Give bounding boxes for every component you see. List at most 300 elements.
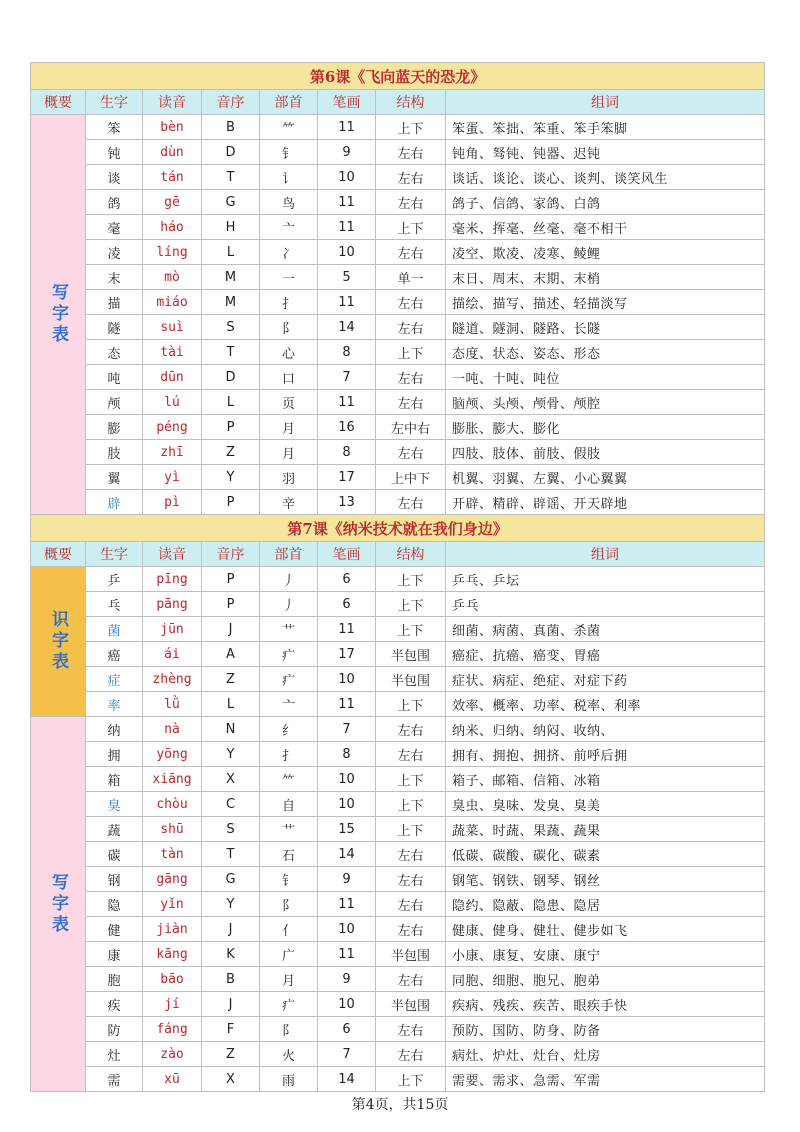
radical: 疒 [260,667,318,692]
stroke-count: 7 [318,1042,376,1067]
word-examples: 乒乓 [446,592,765,617]
radical: 扌 [260,290,318,315]
initial-letter: D [202,140,260,165]
initial-letter: J [202,617,260,642]
stroke-count: 8 [318,340,376,365]
column-header: 读音 [143,542,202,567]
character: 乒 [86,567,143,592]
table-row [31,867,765,892]
vocabulary-table [30,62,765,1092]
stroke-count: 9 [318,867,376,892]
radical: 疒 [260,992,318,1017]
pinyin: mò [143,265,202,290]
initial-letter: Z [202,1042,260,1067]
stroke-count: 10 [318,165,376,190]
radical: 丿 [260,567,318,592]
header-row [31,90,765,115]
table-row [31,315,765,340]
structure: 上下 [376,817,446,842]
radical: 扌 [260,742,318,767]
pinyin: suì [143,315,202,340]
stroke-count: 8 [318,440,376,465]
word-examples: 臭虫、臭味、发臭、臭美 [446,792,765,817]
word-examples: 预防、国防、防身、防备 [446,1017,765,1042]
structure: 上下 [376,692,446,717]
pinyin: gē [143,190,202,215]
initial-letter: S [202,315,260,340]
column-header: 部首 [260,542,318,567]
table-row [31,767,765,792]
word-examples: 箱子、邮箱、信箱、冰箱 [446,767,765,792]
stroke-count: 11 [318,692,376,717]
radical: 羽 [260,465,318,490]
stroke-count: 11 [318,190,376,215]
word-examples: 需要、需求、急需、军需 [446,1067,765,1092]
stroke-count: 17 [318,465,376,490]
pinyin: shū [143,817,202,842]
character: 凌 [86,240,143,265]
table-row [31,115,765,140]
table-row [31,390,765,415]
pinyin: zhī [143,440,202,465]
character: 灶 [86,1042,143,1067]
structure: 左右 [376,892,446,917]
stroke-count: 7 [318,717,376,742]
character: 谈 [86,165,143,190]
word-examples: 乒乓、乒坛 [446,567,765,592]
word-examples: 效率、概率、功率、税率、利率 [446,692,765,717]
word-examples: 隐约、隐蔽、隐患、隐居 [446,892,765,917]
table-row [31,642,765,667]
structure: 上下 [376,340,446,365]
initial-letter: P [202,415,260,440]
word-examples: 病灶、炉灶、灶台、灶房 [446,1042,765,1067]
header-row [31,542,765,567]
radical: 辛 [260,490,318,515]
radical: 钅 [260,867,318,892]
stroke-count: 11 [318,617,376,642]
word-examples: 机翼、羽翼、左翼、小心翼翼 [446,465,765,490]
stroke-count: 6 [318,567,376,592]
initial-letter: X [202,767,260,792]
radical: 阝 [260,892,318,917]
group-label [31,567,86,717]
group-label-text: 写字表 [48,283,68,346]
stroke-count: 11 [318,290,376,315]
character: 毫 [86,215,143,240]
structure: 左右 [376,140,446,165]
radical: 广 [260,942,318,967]
column-header: 组词 [446,90,765,115]
stroke-count: 7 [318,365,376,390]
stroke-count: 10 [318,240,376,265]
column-header: 笔画 [318,542,376,567]
character: 膨 [86,415,143,440]
initial-letter: L [202,240,260,265]
character: 纳 [86,717,143,742]
radical: 阝 [260,1017,318,1042]
structure: 左右 [376,917,446,942]
pinyin: bāo [143,967,202,992]
word-examples: 描绘、描写、描述、轻描淡写 [446,290,765,315]
stroke-count: 10 [318,992,376,1017]
stroke-count: 11 [318,215,376,240]
word-examples: 末日、周末、末期、末梢 [446,265,765,290]
structure: 左右 [376,240,446,265]
pinyin: kāng [143,942,202,967]
table-row [31,917,765,942]
lesson-title: 第6课《飞向蓝天的恐龙》 [31,63,765,90]
word-examples: 一吨、十吨、吨位 [446,365,765,390]
table-row [31,240,765,265]
stroke-count: 10 [318,767,376,792]
structure: 左右 [376,440,446,465]
character: 需 [86,1067,143,1092]
character: 碳 [86,842,143,867]
pinyin: pāng [143,592,202,617]
pinyin: háo [143,215,202,240]
character: 拥 [86,742,143,767]
stroke-count: 11 [318,942,376,967]
character: 末 [86,265,143,290]
radical: 鸟 [260,190,318,215]
column-header: 生字 [86,542,143,567]
structure: 半包围 [376,942,446,967]
initial-letter: P [202,490,260,515]
table-row [31,967,765,992]
pinyin: pì [143,490,202,515]
initial-letter: M [202,290,260,315]
character: 菌 [86,617,143,642]
structure: 左右 [376,315,446,340]
word-examples: 开辟、精辟、辟谣、开天辟地 [446,490,765,515]
pinyin: chòu [143,792,202,817]
table-row [31,1017,765,1042]
table-row [31,592,765,617]
structure: 上下 [376,215,446,240]
column-header: 概要 [31,90,86,115]
structure: 左右 [376,290,446,315]
initial-letter: C [202,792,260,817]
radical: 一 [260,265,318,290]
initial-letter: S [202,817,260,842]
character: 肢 [86,440,143,465]
table-row [31,717,765,742]
structure: 左右 [376,390,446,415]
column-header: 概要 [31,542,86,567]
pinyin: líng [143,240,202,265]
initial-letter: H [202,215,260,240]
pinyin: pīng [143,567,202,592]
table-row [31,817,765,842]
structure: 上下 [376,767,446,792]
character: 鸽 [86,190,143,215]
radical: 阝 [260,315,318,340]
pinyin: péng [143,415,202,440]
table-row [31,490,765,515]
initial-letter: X [202,1067,260,1092]
table-row [31,265,765,290]
initial-letter: Y [202,892,260,917]
structure: 半包围 [376,642,446,667]
stroke-count: 10 [318,917,376,942]
stroke-count: 6 [318,1017,376,1042]
initial-letter: D [202,365,260,390]
character: 疾 [86,992,143,1017]
table-row [31,440,765,465]
character: 癌 [86,642,143,667]
word-examples: 症状、病症、绝症、对症下药 [446,667,765,692]
initial-letter: B [202,967,260,992]
radical: 火 [260,1042,318,1067]
character: 率 [86,692,143,717]
table-row [31,792,765,817]
word-examples: 谈话、谈论、谈心、谈判、谈笑风生 [446,165,765,190]
stroke-count: 11 [318,390,376,415]
character: 胞 [86,967,143,992]
pinyin: yōng [143,742,202,767]
radical: 雨 [260,1067,318,1092]
structure: 左右 [376,717,446,742]
word-examples: 脑颅、头颅、颅骨、颅腔 [446,390,765,415]
radical: 讠 [260,165,318,190]
pinyin: bèn [143,115,202,140]
radical: 月 [260,967,318,992]
radical: 石 [260,842,318,867]
radical: 疒 [260,642,318,667]
vocabulary-sheet [30,62,764,1092]
character: 钝 [86,140,143,165]
pinyin: tán [143,165,202,190]
structure: 上下 [376,792,446,817]
column-header: 音序 [202,542,260,567]
radical: 自 [260,792,318,817]
initial-letter: T [202,842,260,867]
structure: 左右 [376,1017,446,1042]
structure: 上下 [376,1067,446,1092]
word-examples: 隧道、隧洞、隧路、长隧 [446,315,765,340]
pinyin: dùn [143,140,202,165]
word-examples: 疾病、残疾、疾苦、眼疾手快 [446,992,765,1017]
structure: 左右 [376,867,446,892]
radical: 丿 [260,592,318,617]
initial-letter: G [202,190,260,215]
pinyin: ái [143,642,202,667]
pinyin: fáng [143,1017,202,1042]
pinyin: xiāng [143,767,202,792]
pinyin: lú [143,390,202,415]
table-row [31,692,765,717]
table-row [31,140,765,165]
column-header: 结构 [376,542,446,567]
initial-letter: G [202,867,260,892]
character: 健 [86,917,143,942]
initial-letter: L [202,692,260,717]
character: 辟 [86,490,143,515]
character: 症 [86,667,143,692]
initial-letter: M [202,265,260,290]
stroke-count: 5 [318,265,376,290]
initial-letter: K [202,942,260,967]
structure: 单一 [376,265,446,290]
structure: 左右 [376,967,446,992]
table-row [31,842,765,867]
stroke-count: 14 [318,315,376,340]
stroke-count: 11 [318,115,376,140]
table-row [31,215,765,240]
stroke-count: 6 [318,592,376,617]
character: 笨 [86,115,143,140]
column-header: 组词 [446,542,765,567]
structure: 左右 [376,165,446,190]
structure: 半包围 [376,992,446,1017]
pinyin: xū [143,1067,202,1092]
column-header: 部首 [260,90,318,115]
radical: 亻 [260,917,318,942]
table-row [31,617,765,642]
page-footer: 第4页，共15页 [351,1097,449,1113]
radical: 冫 [260,240,318,265]
table-row [31,942,765,967]
word-examples: 纳米、归纳、纳闷、收纳、 [446,717,765,742]
radical: 月 [260,415,318,440]
table-row [31,190,765,215]
stroke-count: 9 [318,140,376,165]
word-examples: 笨蛋、笨拙、笨重、笨手笨脚 [446,115,765,140]
character: 隐 [86,892,143,917]
initial-letter: J [202,917,260,942]
table-row [31,742,765,767]
word-examples: 小康、康复、安康、康宁 [446,942,765,967]
word-examples: 四肢、肢体、前肢、假肢 [446,440,765,465]
pinyin: tài [143,340,202,365]
table-row [31,992,765,1017]
radical: 心 [260,340,318,365]
stroke-count: 13 [318,490,376,515]
group-label-text: 识字表 [48,610,68,673]
radical: 亠 [260,692,318,717]
structure: 半包围 [376,667,446,692]
word-examples: 态度、状态、姿态、形态 [446,340,765,365]
initial-letter: P [202,592,260,617]
initial-letter: Y [202,465,260,490]
word-examples: 癌症、抗癌、癌变、胃癌 [446,642,765,667]
character: 吨 [86,365,143,390]
column-header: 生字 [86,90,143,115]
table-row [31,667,765,692]
word-examples: 蔬菜、时蔬、果蔬、蔬果 [446,817,765,842]
initial-letter: A [202,642,260,667]
structure: 上下 [376,592,446,617]
radical: 艹 [260,817,318,842]
character: 描 [86,290,143,315]
word-examples: 细菌、病菌、真菌、杀菌 [446,617,765,642]
radical: 艹 [260,617,318,642]
lesson-title-row [31,63,765,90]
table-row [31,892,765,917]
structure: 上下 [376,617,446,642]
stroke-count: 10 [318,667,376,692]
structure: 左右 [376,1042,446,1067]
initial-letter: B [202,115,260,140]
pinyin: jiàn [143,917,202,942]
structure: 左右 [376,365,446,390]
column-header: 笔画 [318,90,376,115]
initial-letter: T [202,340,260,365]
character: 钢 [86,867,143,892]
stroke-count: 14 [318,842,376,867]
character: 箱 [86,767,143,792]
stroke-count: 9 [318,967,376,992]
stroke-count: 15 [318,817,376,842]
character: 防 [86,1017,143,1042]
initial-letter: J [202,992,260,1017]
structure: 左中右 [376,415,446,440]
stroke-count: 17 [318,642,376,667]
pinyin: dūn [143,365,202,390]
stroke-count: 16 [318,415,376,440]
character: 臭 [86,792,143,817]
table-row [31,1067,765,1092]
column-header: 读音 [143,90,202,115]
initial-letter: Z [202,440,260,465]
structure: 左右 [376,490,446,515]
word-examples: 钢笔、钢铁、钢琴、钢丝 [446,867,765,892]
pinyin: tàn [143,842,202,867]
pinyin: nà [143,717,202,742]
group-label [31,115,86,515]
character: 态 [86,340,143,365]
structure: 上中下 [376,465,446,490]
table-row [31,165,765,190]
character: 翼 [86,465,143,490]
initial-letter: L [202,390,260,415]
stroke-count: 11 [318,892,376,917]
structure: 左右 [376,742,446,767]
word-examples: 膨胀、膨大、膨化 [446,415,765,440]
initial-letter: F [202,1017,260,1042]
pinyin: zào [143,1042,202,1067]
pinyin: yǐn [143,892,202,917]
radical: ⺮ [260,767,318,792]
initial-letter: T [202,165,260,190]
table-row [31,1042,765,1067]
structure: 左右 [376,842,446,867]
radical: 页 [260,390,318,415]
word-examples: 同胞、细胞、胞兄、胞弟 [446,967,765,992]
pinyin: gāng [143,867,202,892]
structure: 上下 [376,115,446,140]
radical: 口 [260,365,318,390]
character: 蔬 [86,817,143,842]
character: 乓 [86,592,143,617]
word-examples: 鸽子、信鸽、家鸽、白鸽 [446,190,765,215]
character: 隧 [86,315,143,340]
pinyin: jí [143,992,202,1017]
pinyin: lǜ [143,692,202,717]
table-row [31,415,765,440]
radical: 纟 [260,717,318,742]
initial-letter: Z [202,667,260,692]
pinyin: yì [143,465,202,490]
stroke-count: 8 [318,742,376,767]
word-examples: 毫米、挥毫、丝毫、毫不相干 [446,215,765,240]
pinyin: zhèng [143,667,202,692]
table-row [31,365,765,390]
table-row [31,290,765,315]
stroke-count: 14 [318,1067,376,1092]
word-examples: 健康、健身、健壮、健步如飞 [446,917,765,942]
